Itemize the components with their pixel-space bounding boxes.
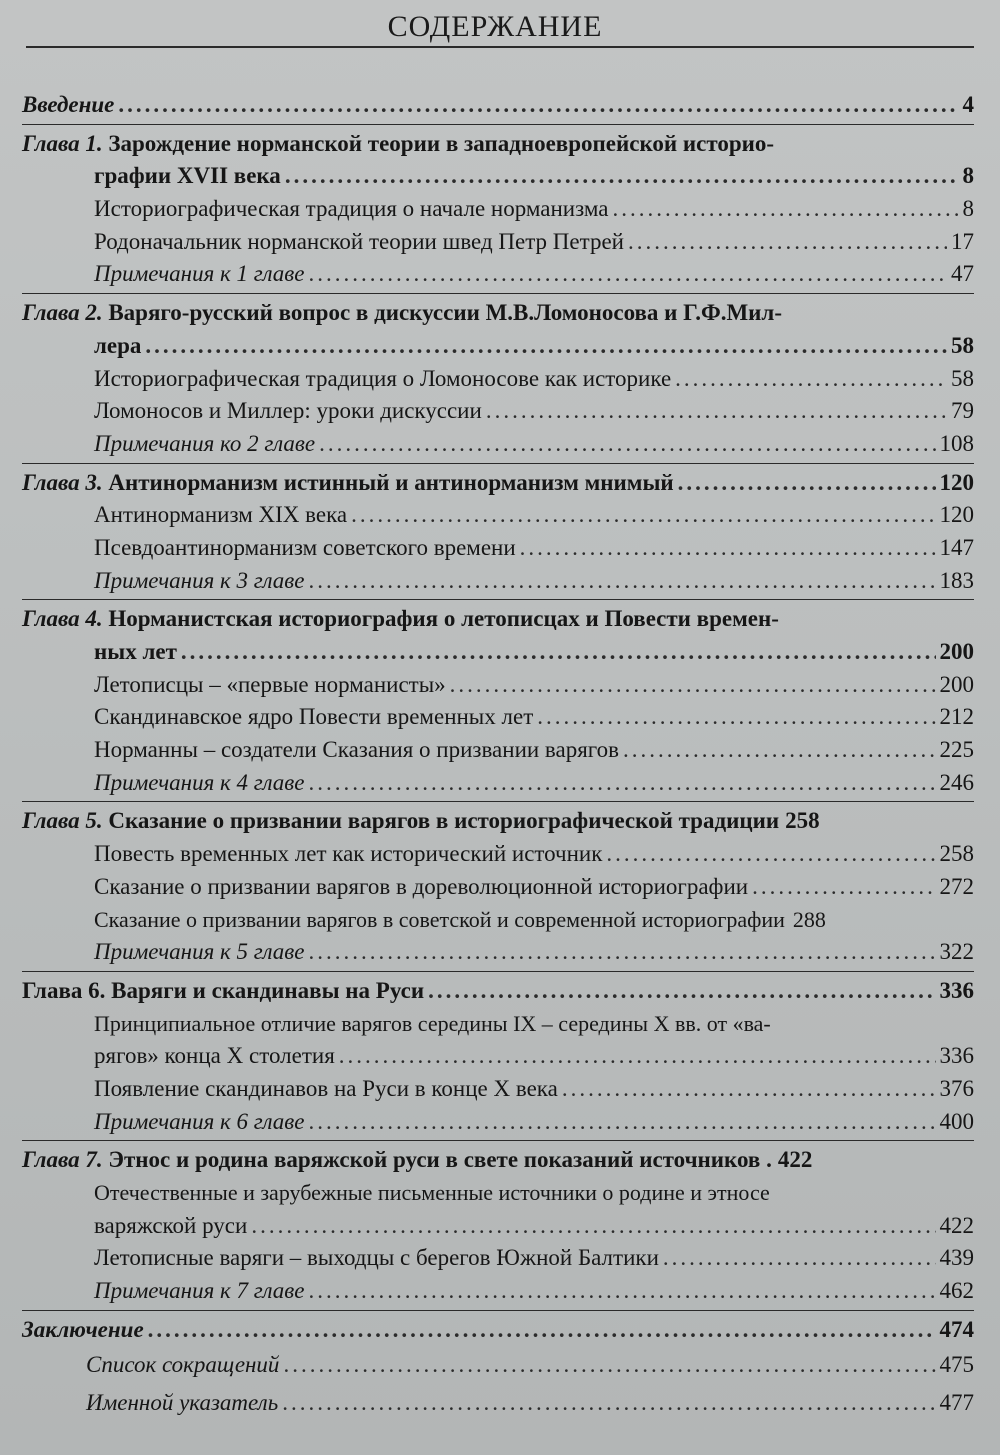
chapter-1-page: 8	[962, 163, 974, 189]
chapter-5-page: 258	[785, 808, 820, 834]
chapter-6-heading[interactable]	[22, 975, 974, 1008]
leader-dots	[308, 1106, 935, 1139]
entry-page: 422	[939, 1212, 974, 1238]
leader-dots	[486, 395, 947, 428]
chapter-1-prefix: Глава 1.	[22, 130, 103, 156]
toc-notes-entry[interactable]	[22, 936, 974, 969]
leader-dots	[283, 1346, 935, 1384]
toc-chapter-4-block	[22, 600, 974, 802]
toc-notes-entry[interactable]	[22, 428, 974, 461]
leader-dots	[319, 428, 935, 461]
chapter-2-heading-line1[interactable]	[22, 297, 974, 330]
notes-page: 47	[951, 261, 974, 287]
chapter-2-heading-line2[interactable]	[22, 330, 974, 363]
toc-chapter-5-block	[22, 802, 974, 971]
chapter-7-title: Этнос и родина варяжской руси в свете показаний источников .	[108, 1147, 772, 1173]
toc-entry-intro[interactable]	[22, 89, 974, 122]
title-rule	[26, 46, 974, 48]
notes-page: 183	[939, 567, 974, 593]
chapter-4-page: 200	[939, 639, 974, 664]
toc-entry[interactable]	[22, 193, 974, 226]
chapter-1-title-part1: Зарождение норманской теории в западноевропейской историо-	[108, 130, 775, 156]
chapter-7-page: 422	[777, 1147, 813, 1173]
leader-dots	[308, 936, 935, 969]
page-title: СОДЕРЖАНИЕ	[387, 10, 603, 43]
entry-page: 58	[951, 365, 974, 391]
entry-label: Сказание о призвании варягов в дореволюционной историографии	[94, 873, 749, 899]
toc-entry[interactable]	[22, 532, 974, 565]
leader-dots	[520, 532, 936, 565]
toc-notes-entry[interactable]	[22, 258, 974, 291]
entry-label: Псевдоантинорманизм советского времени	[94, 534, 516, 560]
leader-dots	[612, 193, 958, 226]
entry-label-continued: варяжской руси	[94, 1212, 248, 1238]
toc-entry[interactable]	[22, 363, 974, 396]
chapter-5-title: Сказание о призвании варягов в историографической традиции	[108, 808, 780, 834]
toc-entry-conclusion[interactable]	[22, 1314, 974, 1347]
leader-dots	[285, 160, 959, 193]
entry-label: Повесть временных лет как исторический источник	[94, 841, 603, 867]
entry-label: Антинорманизм XIX века	[94, 502, 348, 528]
notes-page: 400	[939, 1108, 974, 1134]
notes-label: Примечания к 4 главе	[94, 769, 305, 795]
chapter-4-title-part2: ных лет	[94, 639, 177, 664]
leader-dots	[663, 1242, 936, 1275]
notes-label: Примечания к 3 главе	[94, 567, 305, 593]
entry-page: 17	[951, 228, 974, 254]
entry-page: 225	[939, 737, 974, 763]
notes-page: 108	[939, 430, 974, 456]
toc-entry[interactable]	[22, 904, 974, 937]
chapter-1-title-part2: графии XVII века	[94, 163, 281, 189]
toc-entry-line1[interactable]	[22, 1177, 974, 1210]
leader-dots	[428, 975, 935, 1008]
leader-dots	[562, 1073, 936, 1106]
intro-page: 4	[962, 92, 974, 117]
toc-chapter-3-block	[22, 464, 974, 601]
leader-dots	[148, 1314, 936, 1347]
leader-dots	[308, 1275, 935, 1308]
leader-dots	[678, 467, 936, 500]
conclusion-page: 474	[939, 1316, 974, 1342]
entry-label: Скандинавское ядро Повести временных лет	[94, 704, 534, 730]
abbreviations-label: Список сокращений	[86, 1352, 280, 1378]
entry-label: Отечественные и зарубежные письменные источники о родине и этносе	[94, 1180, 770, 1205]
toc-entry-name-index[interactable]	[22, 1384, 974, 1422]
notes-label: Примечания к 7 главе	[94, 1278, 305, 1304]
notes-page: 462	[939, 1278, 974, 1304]
leader-dots	[282, 1384, 935, 1422]
leader-dots	[308, 565, 935, 598]
entry-page: 79	[951, 398, 974, 424]
chapter-4-title-part1: Норманистская историография о летописцах и Повести времен-	[108, 606, 779, 632]
leader-dots	[351, 499, 935, 532]
leader-dots	[450, 669, 936, 702]
chapter-6-prefix: Глава 6.	[22, 977, 106, 1003]
toc-notes-entry[interactable]	[22, 1106, 974, 1139]
leader-dots	[537, 701, 935, 734]
entry-label-continued: рягов» конца X столетия	[94, 1043, 335, 1069]
notes-label: Примечания ко 2 главе	[94, 430, 316, 456]
leader-dots	[308, 767, 935, 800]
entry-page: 272	[939, 873, 974, 899]
toc-chapter-2-block	[22, 294, 974, 463]
chapter-2-prefix: Глава 2.	[22, 300, 103, 326]
toc-intro-block	[22, 86, 974, 125]
entry-label: Историографическая традиция о Ломоносове как историке	[94, 365, 672, 391]
chapter-4-heading-line1[interactable]	[22, 603, 974, 636]
entry-label: Летописные варяги – выходцы с берегов Южной Балтики	[94, 1245, 659, 1271]
chapter-4-heading-line2[interactable]	[22, 636, 974, 669]
chapter-2-title-part1: Варяго-русский вопрос в дискуссии М.В.Ломоносова и Г.Ф.Мил-	[108, 300, 782, 326]
entry-label: Историографическая традиция о начале норманизма	[94, 196, 609, 222]
chapter-7-prefix: Глава 7.	[22, 1147, 103, 1173]
entry-page: 288	[792, 906, 826, 932]
chapter-5-heading[interactable]	[22, 805, 974, 838]
toc-entry-line2[interactable]	[22, 1210, 974, 1243]
entry-label: Родоначальник норманской теории швед Петр Петрей	[94, 228, 624, 254]
entry-page: 258	[939, 841, 974, 867]
leader-dots	[628, 226, 947, 259]
leader-dots	[308, 258, 947, 291]
toc-notes-entry[interactable]	[22, 767, 974, 800]
leader-dots	[623, 734, 935, 767]
entry-page: 439	[939, 1245, 974, 1271]
toc-entry[interactable]	[22, 701, 974, 734]
table-of-contents	[22, 86, 974, 1424]
abbreviations-page: 475	[939, 1352, 974, 1378]
leader-dots	[606, 838, 935, 871]
toc-conclusion-block	[22, 1311, 974, 1425]
chapter-1-heading-line1[interactable]	[22, 128, 974, 161]
name-index-label: Именной указатель	[86, 1390, 279, 1416]
notes-page: 246	[939, 769, 974, 795]
toc-chapter-7-block	[22, 1141, 974, 1310]
entry-page: 336	[939, 1043, 974, 1069]
chapter-1-heading-line2[interactable]	[22, 160, 974, 193]
entry-page: 212	[939, 704, 974, 730]
conclusion-label: Заключение	[22, 1316, 144, 1342]
toc-chapter-1-block	[22, 125, 974, 294]
chapter-2-page: 58	[951, 332, 974, 358]
chapter-3-page: 120	[939, 469, 974, 495]
toc-chapter-6-block	[22, 972, 974, 1141]
toc-entry[interactable]	[22, 734, 974, 767]
toc-entry[interactable]	[22, 1073, 974, 1106]
entry-page: 120	[939, 502, 974, 528]
toc-entry[interactable]	[22, 499, 974, 532]
entry-page: 147	[939, 534, 974, 560]
toc-entry[interactable]	[22, 838, 974, 871]
name-index-page: 477	[939, 1390, 974, 1416]
toc-entry[interactable]	[22, 669, 974, 702]
toc-entry-abbreviations[interactable]	[22, 1346, 974, 1384]
toc-entry-line2[interactable]	[22, 1040, 974, 1073]
notes-label: Примечания к 1 главе	[94, 261, 305, 287]
toc-entry[interactable]	[22, 871, 974, 904]
leader-dots	[181, 636, 936, 669]
chapter-6-title: Варяги и скандинавы на Руси	[111, 977, 425, 1003]
chapter-5-prefix: Глава 5.	[22, 808, 103, 834]
chapter-3-prefix: Глава 3.	[22, 469, 103, 495]
entry-label: Принципиальное отличие варягов середины IX – середины X вв. от «ва-	[94, 1010, 771, 1036]
leader-dots	[675, 363, 947, 396]
chapter-3-heading[interactable]	[22, 467, 974, 500]
leader-dots	[145, 330, 947, 363]
toc-notes-entry[interactable]	[22, 565, 974, 598]
intro-label: Введение	[22, 92, 115, 117]
entry-page: 8	[962, 196, 974, 222]
chapter-6-page: 336	[939, 977, 974, 1003]
chapter-7-heading[interactable]	[22, 1144, 974, 1177]
toc-entry-line1[interactable]	[22, 1008, 974, 1041]
entry-label: Появление скандинавов на Руси в конце X века	[94, 1075, 558, 1101]
toc-entry[interactable]	[22, 226, 974, 259]
leader-dots	[118, 89, 958, 122]
entry-label: Ломоносов и Миллер: уроки дискуссии	[94, 398, 482, 424]
toc-notes-entry[interactable]	[22, 1275, 974, 1308]
leader-dots	[251, 1210, 935, 1243]
notes-label: Примечания к 5 главе	[94, 939, 305, 965]
toc-entry[interactable]	[22, 395, 974, 428]
entry-page: 200	[939, 671, 974, 697]
toc-entry[interactable]	[22, 1242, 974, 1275]
notes-label: Примечания к 6 главе	[94, 1108, 305, 1134]
chapter-4-prefix: Глава 4.	[22, 606, 103, 632]
chapter-2-title-part2: лера	[94, 332, 142, 358]
chapter-3-title: Антинорманизм истинный и антинорманизм мнимый	[108, 469, 674, 495]
entry-label: Норманны – создатели Сказания о призвании варягов	[94, 737, 620, 763]
leader-dots	[752, 871, 935, 904]
leader-dots	[339, 1040, 936, 1073]
entry-page: 376	[939, 1075, 974, 1101]
notes-page: 322	[939, 939, 974, 965]
entry-label: Летописцы – «первые норманисты»	[94, 671, 446, 697]
entry-label: Сказание о призвании варягов в советской и современной историографии	[94, 906, 785, 932]
